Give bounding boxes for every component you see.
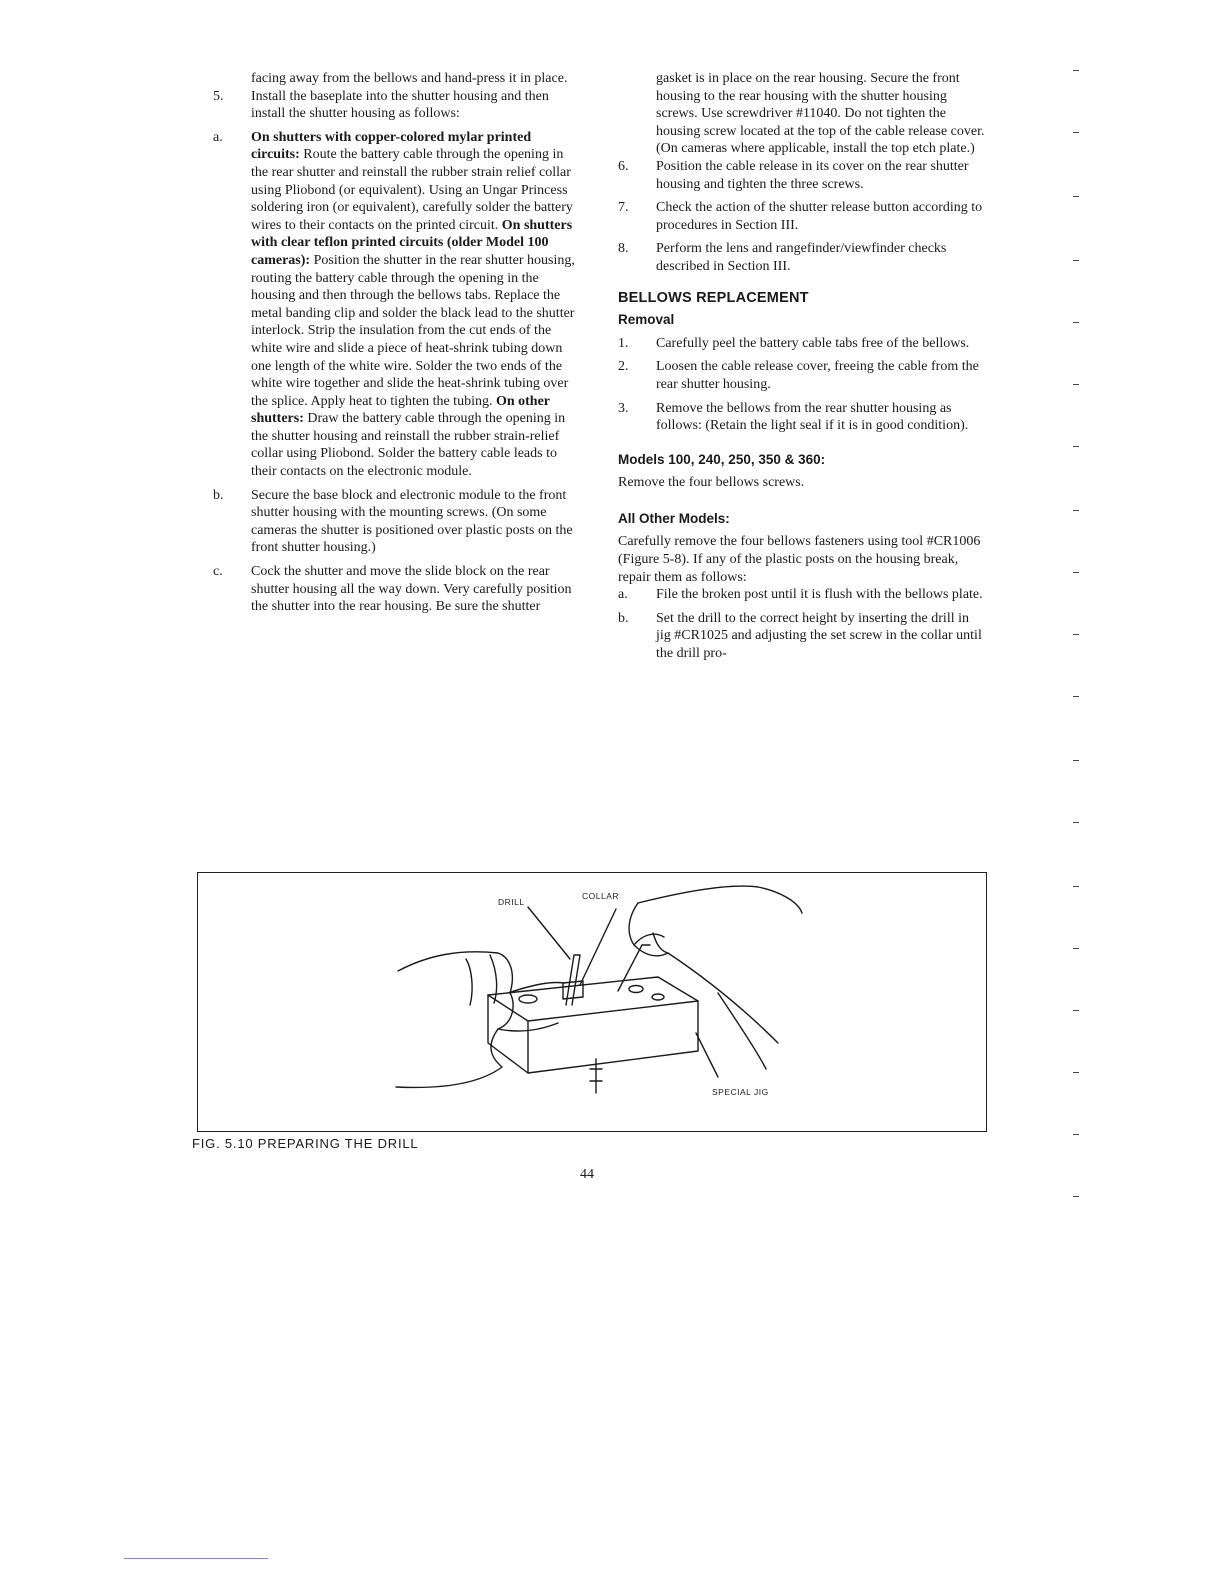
drill-leader (528, 907, 570, 959)
left-column (213, 70, 581, 622)
step-a-text-teflon: Position the shutter in the rear shutter housing, routing the battery cable through the opening in the housing and then through the bellows tabs. Replace the metal banding clip and solder the black lead to the shutter interlock. Strip the insulation from the cut ends of the white wire and slide a piece of heat-shrink tubing down one length of the white wire. Solder the two ends of the white wire together and slide the heat-shrink tubing over the splice. Apply heat to tighten the tubing. (251, 252, 575, 409)
jig-leader (696, 1033, 718, 1077)
step-7 (618, 199, 986, 234)
repair-step-a-text: File the broken post until it is flush with the bellows plate. (656, 587, 983, 603)
step-a-text-other: Draw the battery cable through the opening in the shutter housing and reinstall the rubber strain-relief collar using Pliobond. Solder the battery cable leads to their contacts on the electronic module. (251, 411, 566, 480)
margin-tick (1073, 760, 1079, 761)
removal-step-1-marker: 1. (618, 335, 629, 351)
figure-caption: FIG. 5.10 PREPARING THE DRILL (192, 1136, 419, 1151)
step-c-marker: c. (213, 564, 223, 580)
removal-step-1-text: Carefully peel the battery cable tabs free of the bellows. (656, 335, 970, 351)
repair-step-b-marker: b. (618, 610, 629, 626)
step-5-marker: 5. (213, 88, 224, 104)
models-text: Remove the four bellows screws. (618, 475, 805, 491)
margin-tick (1073, 446, 1079, 447)
step-a-lead-other: On other shutters: (251, 393, 550, 427)
jig-block-front (528, 1001, 698, 1073)
collar-leader (580, 909, 616, 985)
margin-tick (1073, 384, 1079, 385)
step-c (213, 563, 581, 616)
step-a-marker: a. (213, 129, 223, 145)
right-hand (638, 886, 802, 913)
repair-step-a-marker: a. (618, 587, 628, 603)
removal-step-3-text: Remove the bellows from the rear shutter housing as follows: (Retain the light seal if it is in good condition). (656, 400, 969, 434)
right-finger-tip (634, 934, 664, 945)
step-7-marker: 7. (618, 200, 629, 216)
margin-tick (1073, 510, 1079, 511)
step-8-marker: 8. (618, 241, 629, 257)
repair-step-b (618, 610, 986, 663)
margin-tick (1073, 1010, 1079, 1011)
repair-step-a (618, 586, 986, 604)
removal-heading: Removal (618, 312, 675, 328)
step-a-text-copper: Route the battery cable through the opening in the rear shutter and reinstall the rubber strain relief collar using Pliobond (or equivalent). Using an Ungar Princess soldering iron (or equivalent), carefully solder the battery wires to their contacts on the printed circuit. (251, 147, 573, 233)
section-heading: BELLOWS REPLACEMENT (618, 289, 809, 306)
step-b (213, 487, 581, 557)
removal-step-2-marker: 2. (618, 359, 629, 375)
other-models-text (618, 533, 986, 586)
removal-step-2-text: Loosen the cable release cover, freeing the cable from the rear shutter housing. (656, 359, 979, 392)
removal-step-3-marker: 3. (618, 400, 629, 416)
removal-step-2 (618, 358, 986, 393)
margin-tick (1073, 634, 1079, 635)
step-a (213, 129, 581, 481)
margin-tick (1073, 1134, 1079, 1135)
intro-continuation: facing away from the bellows and hand-press it in place. (251, 71, 568, 86)
right-column (618, 70, 986, 669)
drill-jig-illustration (198, 873, 988, 1133)
page-number: 44 (580, 1167, 594, 1182)
right-fingers (629, 903, 778, 1069)
step-6 (618, 158, 986, 193)
footer-rule (124, 1558, 268, 1559)
label-collar: COLLAR (582, 891, 620, 901)
margin-tick (1073, 70, 1079, 71)
other-models-text-body: Carefully remove the four bellows fasteners using tool #CR1006 (Figure 5-8). If any of the plastic posts on the housing break, repair them as follows: (618, 534, 981, 585)
figure-preparing-drill (197, 872, 987, 1132)
allen-key (618, 945, 650, 991)
step-a-lead-copper: On shutters with copper-colored mylar printed circuits: (251, 129, 532, 163)
margin-tick (1073, 822, 1079, 823)
removal-step-3 (618, 400, 986, 435)
margin-tick (1073, 948, 1079, 949)
step-b-text: Secure the base block and electronic module to the front shutter housing with the mounting screws. (On some cameras the shutter is positioned over plastic posts on the front shutter housing.) (251, 487, 573, 556)
removal-step-1 (618, 335, 986, 353)
jig-hole-2 (629, 986, 643, 993)
jig-hole-3 (652, 994, 664, 1000)
step-c-text: Cock the shutter and move the slide block on the rear shutter housing all the way down. Very carefully position the shutter into the rear housing. Be sure the shutter (251, 564, 572, 615)
label-drill: DRILL (498, 897, 525, 907)
repair-step-b-text: Set the drill to the correct height by inserting the drill in jig #CR1025 and adjusting the set screw in the collar until the drill pro- (656, 610, 982, 662)
label-special-jig: SPECIAL JIG (712, 1087, 769, 1097)
models-heading: Models 100, 240, 250, 350 & 360: (618, 451, 826, 467)
margin-tick (1073, 1072, 1079, 1073)
step-8 (618, 240, 986, 275)
right-continuation: gasket is in place on the rear housing. Secure the front housing to the rear housing with the shutter housing screws. Use screwdriver #11040. Do not tighten the housing screw located at the top of the cable release cover. (On cameras where applicable, install the top etch plate.) (656, 71, 985, 157)
margin-tick (1073, 1196, 1079, 1197)
step-6-marker: 6. (618, 158, 629, 174)
margin-tick (1073, 886, 1079, 887)
step-b-marker: b. (213, 487, 224, 503)
step-6-text: Position the cable release in its cover on the rear shutter housing and tighten the three screws. (656, 158, 969, 192)
step-7-text: Check the action of the shutter release button according to procedures in Section III. (656, 200, 983, 233)
step-a-lead-teflon: On shutters with clear teflon printed circuits (older Model 100 cameras): (251, 217, 573, 268)
jig-hole-1 (519, 995, 537, 1003)
margin-tick (1073, 572, 1079, 573)
step-8-text: Perform the lens and rangefinder/viewfinder checks described in Section III. (656, 241, 947, 274)
other-models-heading: All Other Models: (618, 510, 730, 526)
step-5 (213, 88, 581, 123)
jig-block-side (488, 995, 528, 1073)
margin-tick (1073, 322, 1079, 323)
margin-tick (1073, 696, 1079, 697)
margin-tick (1073, 196, 1079, 197)
step-5-text: Install the baseplate into the shutter housing and then install the shutter housing as follows: (251, 88, 549, 122)
margin-tick (1073, 132, 1079, 133)
margin-tick (1073, 260, 1079, 261)
